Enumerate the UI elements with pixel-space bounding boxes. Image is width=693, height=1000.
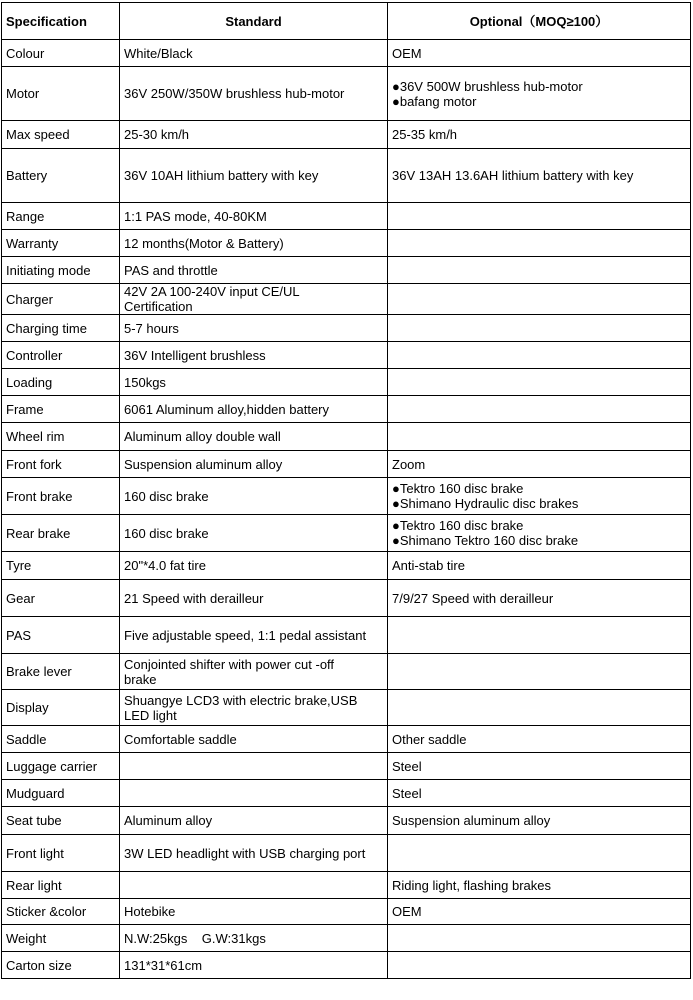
optional-value-cell bbox=[388, 203, 691, 230]
table-row bbox=[2, 899, 691, 925]
table-row bbox=[2, 149, 691, 203]
standard-value-cell bbox=[120, 369, 388, 396]
spec-label: Wheel rim bbox=[2, 423, 120, 451]
optional-value-cell bbox=[388, 396, 691, 423]
spec-label: Sticker &color bbox=[2, 899, 120, 925]
table-row bbox=[2, 284, 691, 315]
standard-value-cell bbox=[120, 230, 388, 257]
table-row bbox=[2, 369, 691, 396]
standard-value-cell bbox=[120, 67, 388, 121]
table-row bbox=[2, 40, 691, 67]
optional-value-cell bbox=[388, 315, 691, 342]
optional-value-cell bbox=[388, 552, 691, 580]
standard-value-cell bbox=[120, 478, 388, 515]
standard-value: 5-7 hours bbox=[124, 320, 179, 336]
standard-value: Certification bbox=[124, 299, 193, 314]
standard-value-cell bbox=[120, 580, 388, 617]
optional-value: 7/9/27 Speed with derailleur bbox=[392, 590, 554, 606]
standard-value-cell bbox=[120, 690, 388, 726]
optional-value-cell bbox=[388, 478, 691, 515]
table-row bbox=[2, 315, 691, 342]
table-row bbox=[2, 121, 691, 149]
standard-value-cell bbox=[120, 807, 388, 835]
spec-label: PAS bbox=[2, 617, 120, 654]
standard-value-cell bbox=[120, 284, 388, 315]
optional-value: OEM bbox=[392, 904, 422, 919]
standard-value: 36V 250W/350W brushless hub-motor bbox=[124, 86, 345, 101]
optional-value: Other saddle bbox=[392, 731, 467, 747]
standard-value-cell bbox=[120, 451, 388, 478]
spec-label: Warranty bbox=[2, 230, 120, 257]
standard-value-cell bbox=[120, 654, 388, 690]
spec-label: Colour bbox=[2, 40, 120, 67]
standard-value: 42V 2A 100-240V input CE/UL bbox=[124, 284, 300, 299]
table-row bbox=[2, 451, 691, 478]
standard-value: PAS and throttle bbox=[124, 262, 218, 278]
optional-value-cell bbox=[388, 690, 691, 726]
standard-value: Aluminum alloy double wall bbox=[124, 429, 281, 444]
spec-label: Max speed bbox=[2, 121, 120, 149]
spec-label: Rear light bbox=[2, 872, 120, 899]
table-row bbox=[2, 230, 691, 257]
table-row bbox=[2, 342, 691, 369]
spec-label: Initiating mode bbox=[2, 257, 120, 284]
standard-value: Shuangye LCD3 with electric brake,USB bbox=[124, 692, 358, 708]
header-optional: Optional（MOQ≥100） bbox=[388, 3, 691, 40]
optional-value-cell bbox=[388, 835, 691, 872]
standard-value: 160 disc brake bbox=[124, 525, 209, 541]
standard-value: Aluminum alloy bbox=[124, 813, 213, 828]
optional-value: Riding light, flashing brakes bbox=[392, 877, 551, 893]
spec-label: Battery bbox=[2, 149, 120, 203]
spec-label: Brake lever bbox=[2, 654, 120, 690]
table-row bbox=[2, 780, 691, 807]
standard-value-cell bbox=[120, 342, 388, 369]
standard-value-cell bbox=[120, 952, 388, 979]
table-row bbox=[2, 925, 691, 952]
optional-value-cell bbox=[388, 580, 691, 617]
spec-label: Gear bbox=[2, 580, 120, 617]
table-row bbox=[2, 690, 691, 726]
spec-table bbox=[1, 2, 691, 979]
optional-value-cell bbox=[388, 515, 691, 552]
optional-value: ●Shimano Tektro 160 disc brake bbox=[392, 533, 579, 548]
spec-label: Front brake bbox=[2, 478, 120, 515]
spec-label: Tyre bbox=[2, 552, 120, 580]
standard-value-cell bbox=[120, 40, 388, 67]
standard-value: Five adjustable speed, 1:1 pedal assistant bbox=[124, 627, 367, 643]
table-row bbox=[2, 257, 691, 284]
optional-value-cell bbox=[388, 67, 691, 121]
standard-value-cell bbox=[120, 552, 388, 580]
spec-label: Mudguard bbox=[2, 780, 120, 807]
table-row bbox=[2, 67, 691, 121]
table-row bbox=[2, 552, 691, 580]
standard-value-cell bbox=[120, 515, 388, 552]
standard-value-cell bbox=[120, 396, 388, 423]
table-row bbox=[2, 396, 691, 423]
spec-label: Front light bbox=[2, 835, 120, 872]
standard-value: 12 months(Motor & Battery) bbox=[124, 235, 284, 251]
standard-value-cell bbox=[120, 899, 388, 925]
standard-value: Conjointed shifter with power cut -off bbox=[124, 656, 335, 672]
standard-value: 25-30 km/h bbox=[124, 127, 190, 142]
standard-value: Suspension aluminum alloy bbox=[124, 456, 283, 472]
optional-value: Steel bbox=[392, 785, 422, 801]
table-row bbox=[2, 478, 691, 515]
standard-value: LED light bbox=[124, 707, 177, 723]
table-row bbox=[2, 807, 691, 835]
table-row bbox=[2, 423, 691, 451]
standard-value-cell bbox=[120, 423, 388, 451]
spec-label: Charger bbox=[2, 284, 120, 315]
optional-value: ●bafang motor bbox=[392, 93, 477, 109]
standard-value: White/Black bbox=[124, 45, 193, 61]
standard-value-cell bbox=[120, 121, 388, 149]
header-row bbox=[2, 3, 691, 40]
standard-value: N.W:25kgs G.W:31kgs bbox=[124, 930, 266, 946]
optional-value: Anti-stab tire bbox=[392, 558, 465, 573]
optional-value: Steel bbox=[392, 758, 422, 774]
optional-value: Suspension aluminum alloy bbox=[392, 813, 551, 828]
spec-label: Seat tube bbox=[2, 807, 120, 835]
standard-value: 1:1 PAS mode, 40-80KM bbox=[124, 208, 267, 224]
standard-value: Hotebike bbox=[124, 904, 176, 919]
optional-value-cell bbox=[388, 284, 691, 315]
optional-value-cell bbox=[388, 342, 691, 369]
spec-label: Motor bbox=[2, 67, 120, 121]
spec-label: Display bbox=[2, 690, 120, 726]
optional-value: ●Shimano Hydraulic disc brakes bbox=[392, 496, 579, 511]
table-row bbox=[2, 726, 691, 753]
standard-value-cell bbox=[120, 149, 388, 203]
spec-label: Frame bbox=[2, 396, 120, 423]
standard-value: 131*31*61cm bbox=[124, 957, 203, 973]
optional-value-cell bbox=[388, 423, 691, 451]
optional-value-cell bbox=[388, 726, 691, 753]
standard-value-cell bbox=[120, 617, 388, 654]
optional-value-cell bbox=[388, 952, 691, 979]
optional-value-cell bbox=[388, 807, 691, 835]
optional-value-cell bbox=[388, 257, 691, 284]
spec-label: Controller bbox=[2, 342, 120, 369]
optional-value-cell bbox=[388, 451, 691, 478]
spec-label: Carton size bbox=[2, 952, 120, 979]
standard-value-cell bbox=[120, 872, 388, 899]
optional-value-cell bbox=[388, 780, 691, 807]
standard-value: Comfortable saddle bbox=[124, 731, 237, 747]
optional-value-cell bbox=[388, 40, 691, 67]
table-row bbox=[2, 835, 691, 872]
standard-value-cell bbox=[120, 726, 388, 753]
standard-value: brake bbox=[124, 671, 157, 687]
optional-value-cell bbox=[388, 899, 691, 925]
standard-value: 3W LED headlight with USB charging port bbox=[124, 845, 366, 861]
spec-table-body bbox=[2, 40, 691, 979]
optional-value: ●Tektro 160 disc brake bbox=[392, 518, 524, 533]
optional-value: OEM bbox=[392, 45, 422, 61]
standard-value: 6061 Aluminum alloy,hidden battery bbox=[124, 401, 329, 417]
spec-label: Luggage carrier bbox=[2, 753, 120, 780]
optional-value: ●36V 500W brushless hub-motor bbox=[392, 78, 583, 94]
optional-value-cell bbox=[388, 654, 691, 690]
table-row bbox=[2, 617, 691, 654]
table-row bbox=[2, 753, 691, 780]
standard-value-cell bbox=[120, 753, 388, 780]
optional-value-cell bbox=[388, 230, 691, 257]
spec-label: Loading bbox=[2, 369, 120, 396]
standard-value-cell bbox=[120, 203, 388, 230]
optional-value-cell bbox=[388, 925, 691, 952]
optional-value-cell bbox=[388, 149, 691, 203]
optional-value-cell bbox=[388, 753, 691, 780]
header-standard: Standard bbox=[120, 3, 388, 40]
optional-value-cell bbox=[388, 121, 691, 149]
standard-value-cell bbox=[120, 315, 388, 342]
optional-value: 25-35 km/h bbox=[392, 127, 458, 142]
standard-value: 160 disc brake bbox=[124, 488, 209, 504]
standard-value: 36V 10AH lithium battery with key bbox=[124, 168, 319, 183]
table-row bbox=[2, 654, 691, 690]
header-specification: Specification bbox=[2, 3, 120, 40]
standard-value: 20"*4.0 fat tire bbox=[124, 558, 206, 573]
spec-label: Front fork bbox=[2, 451, 120, 478]
optional-value-cell bbox=[388, 872, 691, 899]
optional-value: Zoom bbox=[392, 456, 426, 472]
table-row bbox=[2, 515, 691, 552]
optional-value: 36V 13AH 13.6AH lithium battery with key bbox=[392, 168, 634, 183]
optional-value: ●Tektro 160 disc brake bbox=[392, 481, 524, 496]
spec-label: Weight bbox=[2, 925, 120, 952]
optional-value-cell bbox=[388, 617, 691, 654]
table-row bbox=[2, 952, 691, 979]
standard-value: 150kgs bbox=[124, 374, 166, 390]
table-row bbox=[2, 580, 691, 617]
standard-value: 36V Intelligent brushless bbox=[124, 347, 266, 363]
optional-value-cell bbox=[388, 369, 691, 396]
table-row bbox=[2, 203, 691, 230]
spec-label: Saddle bbox=[2, 726, 120, 753]
standard-value-cell bbox=[120, 257, 388, 284]
standard-value: 21 Speed with derailleur bbox=[124, 590, 264, 606]
spec-label: Range bbox=[2, 203, 120, 230]
standard-value-cell bbox=[120, 835, 388, 872]
spec-label: Rear brake bbox=[2, 515, 120, 552]
standard-value-cell bbox=[120, 925, 388, 952]
table-row bbox=[2, 872, 691, 899]
spec-label: Charging time bbox=[2, 315, 120, 342]
standard-value-cell bbox=[120, 780, 388, 807]
